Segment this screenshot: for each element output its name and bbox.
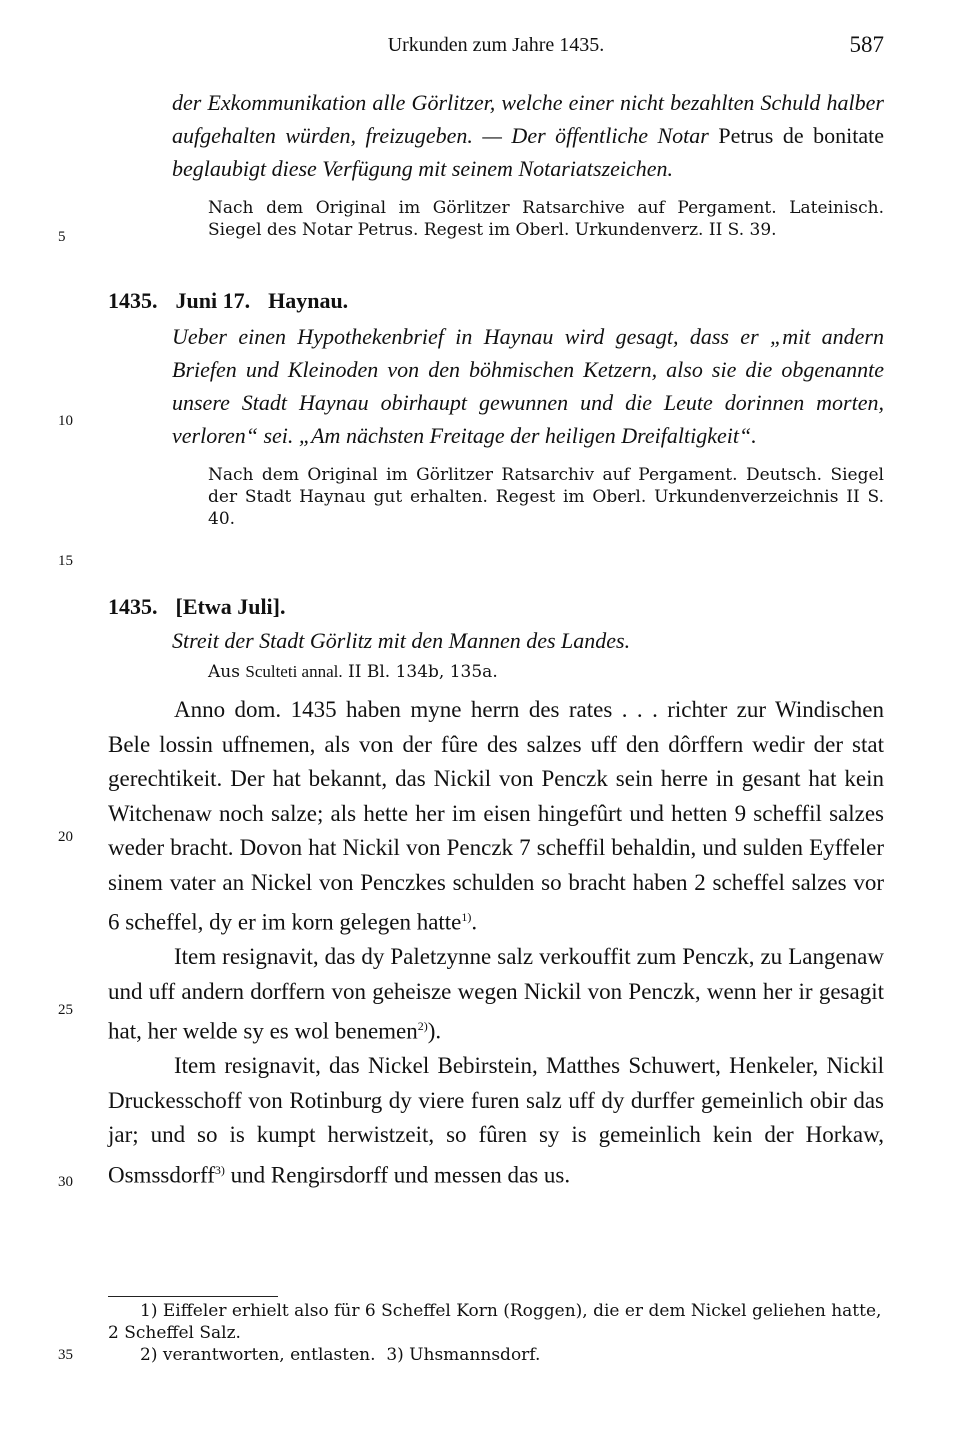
line-number: 30	[58, 1174, 73, 1190]
line-number: 5	[58, 229, 66, 245]
main-paragraph: Item resignavit, das dy Paletzynne salz verkouffit zum Penczk, zu Langenaw und uff andern dorffern von geheisze wegen Nickil von Penczk, wenn her ir gesagit hat, her welde sy es wol benemen$^{2)}$).	[108, 944, 884, 1044]
entry-place: Haynau.	[268, 288, 349, 313]
entry-year: 1435.	[108, 288, 158, 313]
notary-name: Petrus de bonitate	[718, 123, 884, 148]
entry-1435-juli	[108, 594, 884, 1193]
line-number: 15	[58, 553, 73, 569]
entry-heading	[108, 594, 884, 620]
intro-summary: der Exkommunikation alle Görlitzer, welche einer nicht bezahlten Schuld halber aufgehalten würden, freizugeben. — Der öffentliche Notar Petrus de bonitate beglaubigt diese Verfügung mit seinem Notariatszeichen.	[172, 90, 884, 181]
entry-heading	[108, 288, 884, 314]
entry-date: Juni 17.	[175, 288, 251, 313]
main-paragraph: Anno dom. 1435 haben myne herrn des rates . . . richter zur Windischen Bele lossin uffnemen, als von der fûre des salzes uff den dôrffern wedir der stat gerechtikeit. Der hat bekannt, das Nickil von Penczk sein herre in gesant hat kein Witchenaw noch salze; als hette her im eisen hingefûrt und hetten 9 scheffil salzes weder bracht. Dovon hat Nickil von Penczk 7 scheffil behaldin, und sulden Eyffeler sinem vater an Nickel von Penczkes schulden so bracht haben 2 scheffel salzes vor 6 scheffel, dy er im korn gelegen hatte$^{1)}$.	[108, 697, 884, 935]
main-paragraph: Item resignavit, das Nickel Bebirstein, Matthes Schuwert, Henkeler, Nickil Druckesschoff von Rotinburg dy viere furen salz uff dy durffer gemeinlich obir das jar; und so is kumpt herwistzeit, so fûren sy is gemeinlich kein der Horkaw, Osmssdorff$^{3)}$ und Rengirsdorff und messen das us.	[108, 1053, 884, 1188]
footnote-3: 3) Uhsmannsdorf.	[386, 1345, 541, 1365]
intro-source-note: Nach dem Original im Görlitzer Ratsarchive auf Pergament. Lateinisch. Siegel des Notar Petrus. Regest im Oberl. Urkundenverz. II S. 39.	[208, 198, 884, 240]
footnote-1: 1) Eiffeler erhielt also für 6 Scheffel Korn (Roggen), die er dem Nickel geliehen hatte, 2 Scheffel Salz.	[108, 1301, 882, 1343]
entry-year: 1435.	[108, 594, 158, 619]
entry-source-note: Aus Sculteti annal. II Bl. 134b, 135a.	[208, 662, 498, 682]
footnote-ref: 2)	[417, 1019, 428, 1034]
footnote-2-3	[108, 1344, 884, 1366]
footnotes	[108, 1300, 884, 1366]
footnote-divider	[108, 1296, 278, 1297]
entry-date: [Etwa Juli].	[175, 594, 286, 619]
footnote-2: 2) verantworten, entlasten.	[140, 1345, 376, 1365]
line-number: 20	[58, 829, 73, 845]
entry-1435-juni	[108, 288, 884, 530]
entry-summary: Ueber einen Hypothekenbrief in Haynau wird gesagt, dass er „mit andern Briefen und Kleinoden von den böhmischen Ketzern, also sie die obgenannte unsere Stadt Haynau obirhaupt gewunnen und die Leute dorinnen morten, verloren“ sei. „Am nächsten Freitage der heiligen Dreifaltigkeit“.	[172, 324, 884, 448]
footnote-ref: 3)	[214, 1162, 225, 1177]
running-title: Urkunden zum Jahre 1435.	[387, 34, 605, 56]
line-number: 25	[58, 1002, 73, 1018]
line-number: 35	[58, 1347, 73, 1363]
line-number: 10	[58, 413, 73, 429]
entry-title: Streit der Stadt Görlitz mit den Mannen des Landes.	[172, 628, 631, 653]
page-header	[108, 30, 884, 70]
entry-source-note: Nach dem Original im Görlitzer Ratsarchiv auf Pergament. Deutsch. Siegel der Stadt Haynau gut erhalten. Regest im Oberl. Urkundenverzeichnis II S. 40.	[208, 465, 884, 529]
page-number: 587	[849, 32, 884, 57]
intro-block	[172, 86, 884, 241]
footnote-ref: 1)	[461, 910, 472, 924]
